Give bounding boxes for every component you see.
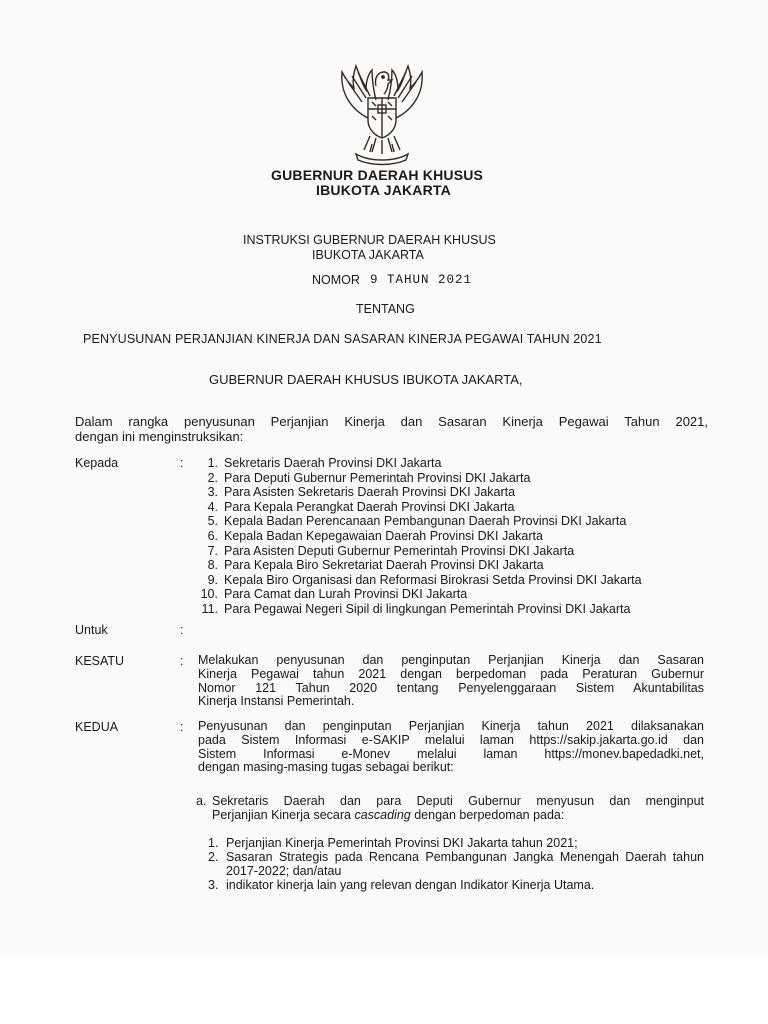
list-item-text: indikator kinerja lain yang relevan dengan Indikator Kinerja Utama. xyxy=(226,878,595,893)
list-item-number: 8. xyxy=(207,558,218,573)
garuda-emblem-icon xyxy=(330,58,434,168)
list-item xyxy=(198,471,642,486)
list-item xyxy=(198,529,642,544)
issuer-line: GUBERNUR DAERAH KHUSUS IBUKOTA JAKARTA, xyxy=(209,372,523,387)
list-item xyxy=(198,485,642,500)
list-item-number: 2. xyxy=(208,849,219,864)
kesatu-line: Kinerja Instansi Pemerintah. xyxy=(198,694,355,709)
kepada-colon: : xyxy=(180,456,184,470)
nomor-value: 9 TAHUN 2021 xyxy=(370,273,473,287)
kesatu-line: Nomor 121 Tahun 2020 tentang Penyelenggaraan Sistem Akuntabilitas xyxy=(198,680,704,695)
intro-line2: dengan ini menginstruksikan: xyxy=(75,429,244,444)
intro-paragraph xyxy=(75,414,708,444)
list-item-number: 11. xyxy=(201,601,218,616)
list-item-number: 1. xyxy=(207,456,218,470)
kedua-colon: : xyxy=(180,720,184,734)
point-a-sublist xyxy=(208,837,704,893)
list-item-text: Para Asisten Deputi Gubernur Pemerintah Provinsi DKI Jakarta xyxy=(224,543,575,558)
org-name-line2: IBUKOTA JAKARTA xyxy=(316,182,451,198)
list-item-number: 3. xyxy=(208,878,219,893)
list-item-number: 1. xyxy=(208,836,219,850)
list-item-text: Para Pegawai Negeri Sipil di lingkungan Pemerintah Provinsi DKI Jakarta xyxy=(224,601,631,616)
list-item-number: 9. xyxy=(207,572,218,587)
point-a-label: a. xyxy=(196,794,207,808)
list-item-text: Perjanjian Kinerja Pemerintah Provinsi DKI Jakarta tahun 2021; xyxy=(226,836,578,850)
list-item xyxy=(198,544,642,559)
list-item-number: 4. xyxy=(207,499,218,514)
kedua-line: dengan masing-masing tugas sebagai berikut: xyxy=(198,760,454,775)
kedua-paragraph xyxy=(198,720,704,775)
list-item-number: 10. xyxy=(200,587,218,602)
list-item-text: Kepala Badan Kepegawaian Daerah Provinsi DKI Jakarta xyxy=(224,528,543,543)
list-item-text: Kepala Badan Perencanaan Pembangunan Daerah Provinsi DKI Jakarta xyxy=(224,514,627,529)
list-item-number: 3. xyxy=(207,485,218,500)
list-item xyxy=(208,851,704,879)
list-item-number: 6. xyxy=(207,528,218,543)
list-item-text: Para Camat dan Lurah Provinsi DKI Jakarta xyxy=(224,587,468,602)
list-item xyxy=(198,587,642,602)
list-item xyxy=(198,558,642,573)
kesatu-line: Kinerja Pegawai tahun 2021 dengan berpedoman pada Peraturan Gubernur xyxy=(198,666,704,681)
kesatu-paragraph xyxy=(198,654,704,709)
list-item-text: Para Deputi Gubernur Pemerintah Provinsi DKI Jakarta xyxy=(224,470,531,485)
list-item-text: Para Kepala Biro Sekretariat Daerah Provinsi DKI Jakarta xyxy=(224,558,544,573)
nomor-label: NOMOR xyxy=(312,273,360,287)
point-a-paragraph xyxy=(212,795,704,823)
list-item-text: Para Kepala Perangkat Daerah Provinsi DKI Jakarta xyxy=(224,499,515,514)
intro-line1: Dalam rangka penyusunan Perjanjian Kinerja dan Sasaran Kinerja Pegawai Tahun 2021, xyxy=(75,414,708,429)
untuk-colon: : xyxy=(180,623,184,637)
point-a-line2 xyxy=(212,809,704,823)
kepada-list xyxy=(198,456,642,617)
list-item xyxy=(198,456,642,471)
list-item-text: Sekretaris Daerah Provinsi DKI Jakarta xyxy=(224,456,442,470)
kedua-label: KEDUA xyxy=(75,720,119,734)
kepada-label: Kepada xyxy=(75,456,119,470)
list-item-text: Sasaran Strategis pada Rencana Pembangunan Jangka Menengah Daerah tahun 2017-2022; dan/atau xyxy=(226,849,704,878)
list-item xyxy=(198,500,642,515)
list-item xyxy=(198,602,642,617)
point-a-line2-pre: Perjanjian Kinerja secara xyxy=(212,807,355,822)
point-a-line2-post: dengan berpedoman pada: xyxy=(410,807,565,822)
kesatu-colon: : xyxy=(180,654,184,668)
list-item xyxy=(208,837,704,851)
list-item-text: Kepala Biro Organisasi dan Reformasi Birokrasi Setda Provinsi DKI Jakarta xyxy=(224,572,642,587)
kedua-line: Penyusunan dan penginputan Perjanjian Kinerja tahun 2021 dilaksanakan xyxy=(198,719,704,733)
list-item xyxy=(208,879,704,893)
list-item-number: 5. xyxy=(207,514,218,529)
list-item-number: 2. xyxy=(207,470,218,485)
list-item-number: 7. xyxy=(207,543,218,558)
list-item-text: Para Asisten Sekretaris Daerah Provinsi DKI Jakarta xyxy=(224,485,516,500)
kesatu-label: KESATU xyxy=(75,654,125,668)
subject-line: PENYUSUNAN PERJANJIAN KINERJA DAN SASARAN KINERJA PEGAWAI TAHUN 2021 xyxy=(83,332,602,346)
doc-type-line1: INSTRUKSI GUBERNUR DAERAH KHUSUS xyxy=(243,233,496,247)
kedua-line: Sistem Informasi e-Monev melalui laman https://monev.bapedadki.net, xyxy=(198,746,704,761)
kesatu-line: Melakukan penyusunan dan penginputan Perjanjian Kinerja dan Sasaran xyxy=(198,653,704,667)
list-item xyxy=(198,514,642,529)
doc-type-line2: IBUKOTA JAKARTA xyxy=(312,248,424,262)
kedua-line: pada Sistem Informasi e-SAKIP melalui laman https://sakip.jakarta.go.id dan xyxy=(198,732,704,747)
untuk-label: Untuk xyxy=(75,623,108,637)
tentang-heading: TENTANG xyxy=(356,302,415,316)
point-a-line2-italic: cascading xyxy=(354,807,411,822)
list-item xyxy=(198,573,642,588)
org-name-line1: GUBERNUR DAERAH KHUSUS xyxy=(271,167,484,183)
point-a-line1: Sekretaris Daerah dan para Deputi Gubernur menyusun dan menginput xyxy=(212,794,704,808)
